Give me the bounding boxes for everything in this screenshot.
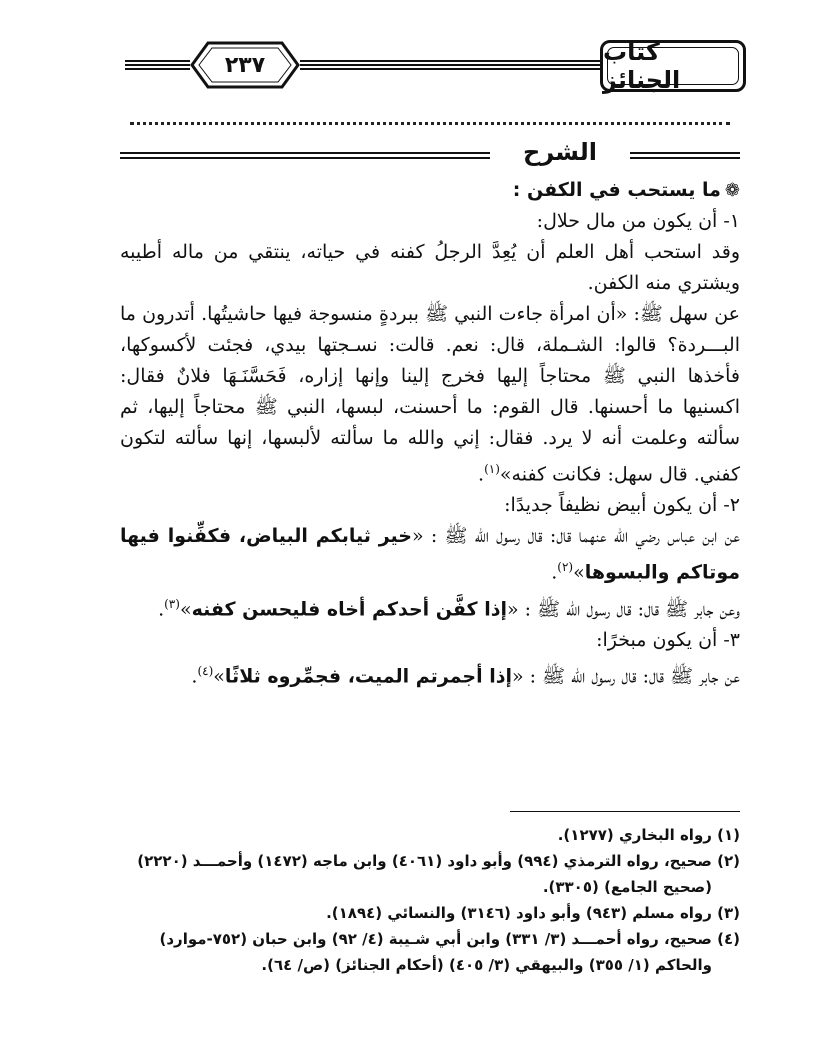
footnotes <box>120 822 740 978</box>
footnote-3: (٣) رواه مسلم (٩٤٣) وأبو داود (٣١٤٦) والنسائي (١٨٩٤). <box>326 904 740 922</box>
hadith-jabir-1-intro: وعن جابر ﷺ قال: قال رسول الله ﷺ : « <box>507 597 740 620</box>
footnote-ref-4: (٤) <box>197 663 214 678</box>
page-number-frame <box>190 41 300 89</box>
footnote-ref-3: (٣) <box>164 596 180 611</box>
paragraph-2: وقد استحب أهل العلم أن يُعِدَّ الرجلُ كفنه في حياته، ينتقي من ماله أطيبه ويشتري منه الكفن. <box>120 241 740 294</box>
footnote-ref-1: (١) <box>484 462 500 476</box>
hadith-jabir-2-end: » <box>213 665 225 688</box>
point-1: ١- أن يكون من مال حلال: <box>536 210 740 232</box>
hadith-jabir-2-intro: عن جابر ﷺ قال: قال رسول الله ﷺ : « <box>511 665 740 688</box>
page-header <box>0 0 830 110</box>
footnote-ref-2: (٢) <box>557 560 574 575</box>
hadith-sahl: عن سهل ﷺ: «أن امرأة جاءت النبي ﷺ ببردةٍ منسوجة فيها حاشيتُها. أتدرون ما البـــردة؟ قالوا: الشـملة، قال: نعم. قالت: نسـجتها بيدي، فجئت لأكسوكها، فأخذها النبي ﷺ محتاجاً إليها فخرج إلينا وإنها إزاره، فَحَسَّنَـهَا فلانٌ فقال: اكسنيها ما أحسنها. قال القوم: ما أحسنت، لبسها، النبي ﷺ محتاجاً إليها، ثم سألته وعلمت أنه لا يرد. فقال: إني والله ما سألته لألبسها، إنها سألته لتكون كفني. قال سهل: فكانت كفنه»$^{(١)}$. <box>120 303 740 486</box>
section-rule-right <box>630 152 740 162</box>
hadith-sahl-text: عن سهل ﷺ: «أن امرأة جاءت النبي ﷺ ببردةٍ منسوجة فيها حاشيتُها. أتدرون ما البـــردة؟ قالوا: الشـملة، قال: نعم. قالت: نسـجتها بيدي، فجئت لأكسوكها، فأخذها النبي ﷺ محتاجاً إليها فخرج إلينا وإنها إزاره، فَحَسَّنَـهَا فلانٌ فقال: اكسنيها ما أحسنها. قال القوم: ما أحسنت، لبسها، النبي ﷺ محتاجاً إليها، ثم سألته وعلمت أنه لا يرد. فقال: إني والله ما سألته لألبسها، إنها سألته لتكون كفني. قال سهل: فكانت كفنه» <box>120 303 740 486</box>
hadith-jabir-1: وعن جابر ﷺ قال: قال رسول الله ﷺ : «إذا كفَّن أحدكم أخاه فليحسن كفنه»$^{(٣)}$. <box>158 596 740 620</box>
subheading-text: ما يستحب في الكفن : <box>512 179 721 201</box>
footnote-divider <box>510 811 740 812</box>
main-text <box>120 175 740 692</box>
flower-icon: ❁ <box>724 180 740 201</box>
section-rule-left <box>120 152 490 162</box>
hadith-jabir-1-quote: إذا كفَّن أحدكم أخاه فليحسن كفنه <box>191 597 508 620</box>
hadith-ibn-abbas-end: » <box>573 561 585 584</box>
footnote-2-continued: (صحيح الجامع) (٣٣٠٥). <box>542 878 712 896</box>
page-number: ٢٣٧ <box>224 52 266 78</box>
subheading <box>120 175 740 206</box>
footnote-4: (٤) صحيح، رواه أحمـــد (٣/ ٣٣١) وابن أبي شـيبة (٤/ ٩٢) وابن حبان (٧٥٢-موارد) <box>159 930 740 948</box>
footnote-2: (٢) صحيح، رواه الترمذي (٩٩٤) وأبو داود (٤٠٦١) وابن ماجه (١٤٧٢) وأحمـــد (٢٢٢٠) <box>137 852 740 870</box>
book-title: كتاب الجنائز <box>600 40 746 92</box>
hadith-ibn-abbas: عن ابن عباس رضي الله عنهما قال: قال رسول الله ﷺ : «خير ثيابكم البياض، فكفِّنوا فيها موتاكم والبسوها»$^{(٢)}$. <box>120 525 740 584</box>
hadith-jabir-2: عن جابر ﷺ قال: قال رسول الله ﷺ : «إذا أجمرتم الميت، فجمِّروه ثلاثًا»$^{(٤)}$. <box>191 663 740 688</box>
point-2: ٢- أن يكون أبيض نظيفاً جديدًا: <box>504 494 740 517</box>
section-title: الشرح <box>523 138 597 166</box>
hadith-ibn-abbas-intro: عن ابن عباس رضي الله عنهما قال: قال رسول الله ﷺ : « <box>411 525 740 548</box>
footnote-1: (١) رواه البخاري (١٢٧٧). <box>557 826 740 844</box>
hadith-ibn-abbas-quote: خير ثيابكم البياض، فكفِّنوا فيها موتاكم والبسوها <box>120 525 740 584</box>
footnote-4-continued: والحاكم (١/ ٣٥٥) والبيهقي (٣/ ٤٠٥) (أحكام الجنائز) (ص/ ٦٤). <box>261 956 712 974</box>
dotted-separator <box>130 112 730 125</box>
header-rule-left <box>125 60 190 71</box>
point-3: ٣- أن يكون مبخرًا: <box>596 628 740 651</box>
header-rule-middle <box>300 60 600 71</box>
hadith-jabir-1-end: » <box>179 597 192 620</box>
section-heading <box>120 138 740 178</box>
hadith-jabir-2-quote: إذا أجمرتم الميت، فجمِّروه ثلاثًا <box>224 665 512 688</box>
